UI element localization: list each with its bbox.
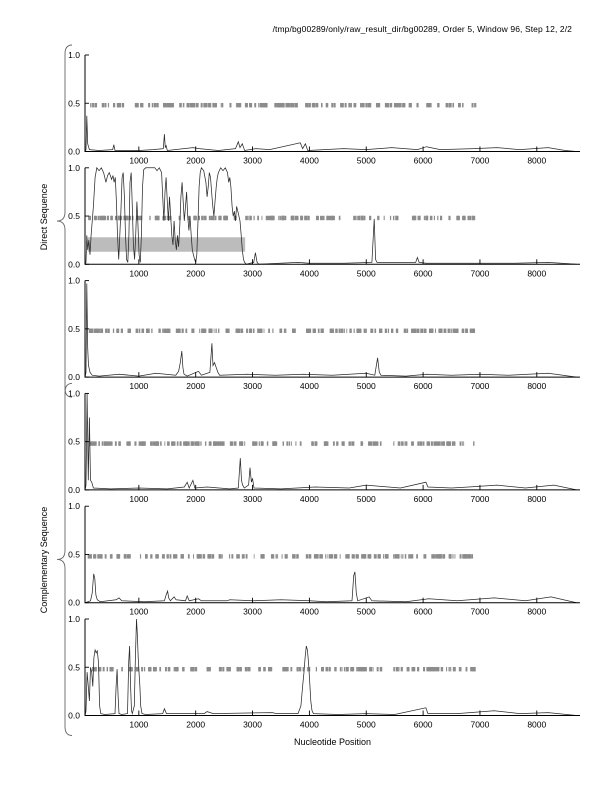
- x-tick-label: 8000: [527, 268, 547, 279]
- x-tick-label: 5000: [356, 155, 376, 166]
- x-tick-label: 8000: [527, 606, 547, 617]
- x-tick-label: 4000: [299, 606, 319, 617]
- x-tick-label: 5000: [356, 493, 376, 504]
- plot-title: /tmp/bg00289/only/raw_result_dir/bg00289, Order 5, Window 96, Step 12, 2/2: [272, 24, 572, 34]
- x-tick-label: 4000: [299, 381, 319, 392]
- y-tick-label: 1.0: [68, 388, 80, 399]
- probability-curve: [85, 619, 576, 716]
- y-tick-label: 1.0: [68, 162, 80, 173]
- x-tick-label: 6000: [413, 268, 433, 279]
- axes: [85, 393, 580, 490]
- x-tick-label: 1000: [129, 719, 149, 730]
- x-tick-label: 7000: [470, 719, 490, 730]
- x-tick-label: 7000: [470, 606, 490, 617]
- panel-complementary-frame-3: [68, 614, 580, 730]
- x-tick-label: 6000: [413, 719, 433, 730]
- y-tick-label: 0.5: [68, 662, 80, 673]
- axes: [85, 619, 580, 716]
- x-tick-label: 8000: [527, 155, 547, 166]
- y-tick-label: 1.0: [68, 275, 80, 286]
- hit-marker-row: [92, 667, 476, 671]
- y-tick-label: 0.5: [68, 549, 80, 560]
- x-tick-label: 2000: [186, 155, 206, 166]
- x-tick-label: 3000: [243, 268, 263, 279]
- y-tick-label: 1.0: [68, 614, 80, 624]
- x-tick-label: 2000: [186, 381, 206, 392]
- x-tick-label: 7000: [470, 493, 490, 504]
- x-tick-label: 8000: [527, 719, 547, 730]
- panel-direct-frame-1: [68, 50, 580, 166]
- x-tick-label: 7000: [470, 268, 490, 279]
- complementary-sequence-axis-label: Complementary Sequence: [39, 506, 49, 614]
- x-tick-label: 7000: [470, 381, 490, 392]
- x-tick-label: 6000: [413, 606, 433, 617]
- x-axis-label: Nucleotide Position: [293, 737, 372, 747]
- probability-curve: [85, 572, 576, 603]
- y-tick-label: 0.0: [68, 146, 80, 157]
- x-tick-label: 2000: [186, 268, 206, 279]
- y-tick-label: 0.0: [68, 259, 80, 270]
- x-tick-label: 8000: [527, 493, 547, 504]
- y-tick-label: 0.5: [68, 436, 80, 447]
- hit-marker-row: [88, 554, 473, 558]
- x-tick-label: 3000: [243, 719, 263, 730]
- x-tick-label: 2000: [186, 493, 206, 504]
- x-tick-label: 5000: [356, 268, 376, 279]
- panel-direct-frame-3: [68, 276, 580, 392]
- x-tick-label: 7000: [470, 155, 490, 166]
- direct-sequence-axis-label: Direct Sequence: [39, 183, 49, 251]
- y-tick-label: 0.0: [68, 710, 80, 721]
- hit-marker-row: [90, 103, 476, 107]
- x-tick-label: 1000: [129, 155, 149, 166]
- x-tick-label: 5000: [356, 381, 376, 392]
- x-tick-label: 4000: [299, 155, 319, 166]
- y-tick-label: 0.5: [68, 98, 80, 109]
- x-tick-label: 3000: [243, 381, 263, 392]
- x-tick-label: 2000: [186, 719, 206, 730]
- x-tick-label: 1000: [129, 381, 149, 392]
- hit-marker-row: [89, 441, 474, 445]
- x-tick-label: 4000: [299, 268, 319, 279]
- y-tick-label: 1.0: [68, 501, 80, 512]
- y-tick-label: 0.5: [68, 323, 80, 334]
- x-tick-label: 6000: [413, 493, 433, 504]
- panel-complementary-frame-2: [68, 501, 580, 617]
- y-tick-label: 0.0: [68, 597, 80, 608]
- x-tick-label: 4000: [299, 719, 319, 730]
- x-tick-label: 6000: [413, 155, 433, 166]
- x-tick-label: 1000: [129, 493, 149, 504]
- y-tick-label: 0.0: [68, 372, 80, 383]
- x-tick-label: 5000: [356, 606, 376, 617]
- x-tick-label: 2000: [186, 606, 206, 617]
- x-tick-label: 1000: [129, 606, 149, 617]
- hit-marker-row: [89, 329, 475, 333]
- panel-direct-frame-2: [68, 163, 580, 278]
- x-tick-label: 3000: [243, 493, 263, 504]
- panel-complementary-frame-1: [68, 388, 580, 504]
- y-tick-label: 0.0: [68, 484, 80, 495]
- coding-region-bar: [88, 237, 245, 251]
- x-tick-label: 6000: [413, 381, 433, 392]
- probability-curve: [85, 116, 576, 152]
- x-tick-label: 3000: [243, 606, 263, 617]
- hit-marker-row: [88, 216, 475, 220]
- y-tick-label: 1.0: [68, 50, 80, 60]
- x-tick-label: 4000: [299, 493, 319, 504]
- x-tick-label: 1000: [129, 268, 149, 279]
- x-tick-label: 3000: [243, 155, 263, 166]
- x-tick-label: 5000: [356, 719, 376, 730]
- y-tick-label: 0.5: [68, 211, 80, 222]
- x-tick-label: 8000: [527, 381, 547, 392]
